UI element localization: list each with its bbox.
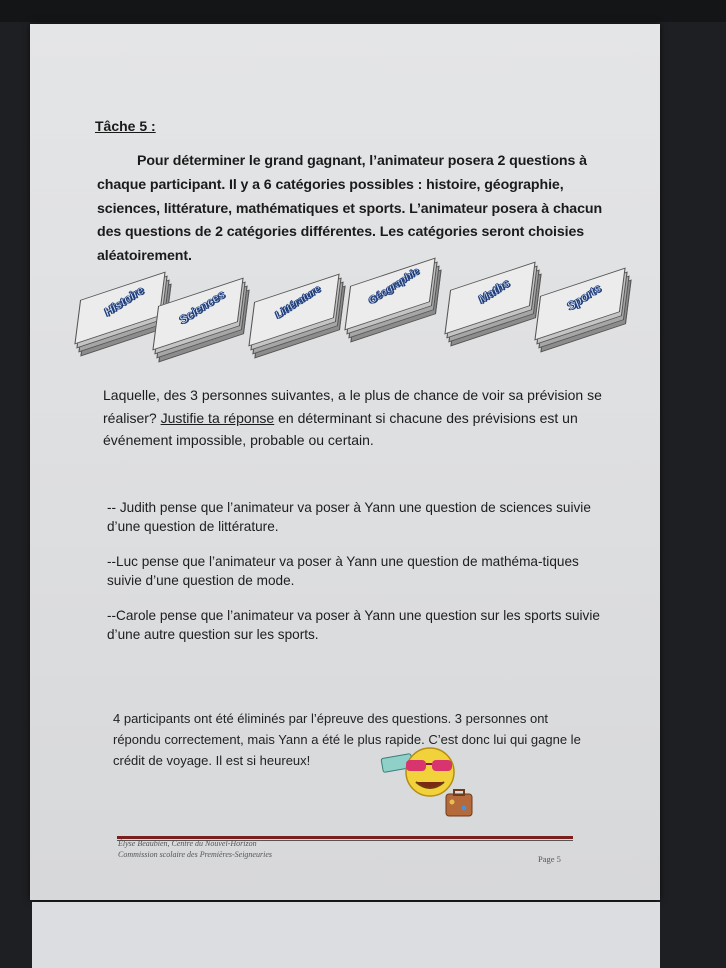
card-sports — [538, 276, 624, 332]
card-label: Géographie — [366, 265, 422, 307]
card-sciences — [156, 286, 242, 342]
prediction-judith: -- Judith pense que l’animateur va poser à Yann une question de sciences suivie d’une question de littérature. — [107, 500, 591, 534]
card-label: Sports — [564, 280, 604, 314]
next-page — [32, 902, 660, 968]
footer-credits — [118, 838, 272, 860]
card-label: Histoire — [101, 282, 147, 320]
question-underlined: Justifie ta réponse — [160, 409, 275, 426]
smiley-traveler-icon — [380, 732, 480, 824]
prediction-luc: --Luc pense que l’animateur va poser à Yann une question de mathéma-tiques suivie d’une question de mode. — [107, 554, 579, 588]
document-page — [30, 24, 660, 900]
prediction-carole: --Carole pense que l’animateur va poser à Yann une question sur les sports suivie d’une autre question sur les sports. — [107, 608, 600, 642]
footer-organization: Commission scolaire des Premières-Seigneuries — [118, 850, 272, 859]
category-cards — [78, 250, 638, 360]
card-maths — [448, 270, 534, 326]
outro-paragraph: 4 participants ont été éliminés par l’épreuve des questions. 3 personnes ont répondu correctement, mais Yann a été le plus rapide. C’est donc lui qui gagne le crédit de voyage. Il est si heureux! — [113, 711, 581, 768]
footer-author: Élyse Beaubien, Centre du Nouvel-Horizon — [118, 839, 257, 848]
card-geographie — [348, 266, 434, 322]
question-paragraph — [103, 384, 608, 452]
card-label: Sciences — [176, 286, 228, 328]
question-text: Laquelle, des 3 personnes suivantes, a le plus de chance de voir sa prévision se réaliser? — [103, 387, 602, 426]
card-litterature — [252, 282, 338, 338]
question-text-end: en déterminant si chacune des prévisions est un événement impossible, probable ou certain. — [103, 409, 578, 448]
monitor-bezel — [0, 0, 726, 22]
intro-paragraph: Pour déterminer le grand gagnant, l’animateur posera 2 questions à chaque participant. Il y a 6 catégories possibles : histoire, géographie, sciences, littérature, mathématiques et sports. L’animateur posera à chacun des questions de 2 catégories différentes. Les catégories seront choisies aléatoirement. — [97, 153, 603, 265]
card-label: Littérature — [272, 282, 324, 322]
page-number: Page 5 — [538, 854, 561, 864]
card-histoire — [78, 280, 164, 336]
task-title: Tâche 5 : — [95, 118, 156, 134]
card-label: Maths — [475, 275, 513, 307]
